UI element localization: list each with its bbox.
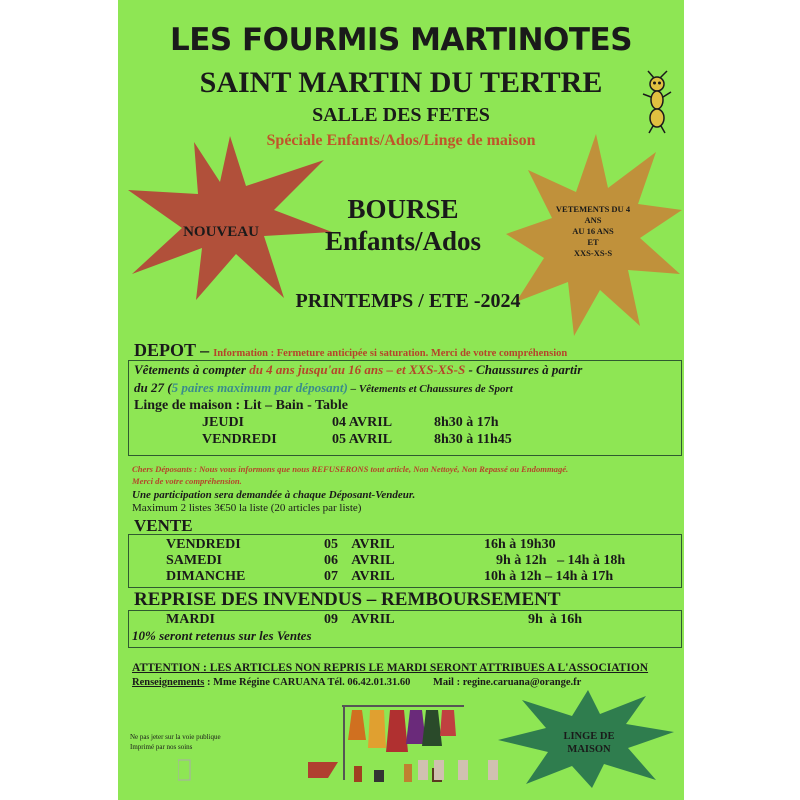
depot-line-1a: Vêtements à compter bbox=[134, 362, 246, 377]
depot-notice-thanks: Merci de votre compréhension. bbox=[132, 476, 242, 486]
depot-day: JEUDI bbox=[202, 415, 245, 430]
vente-day: DIMANCHE bbox=[166, 569, 246, 584]
depot-line-1c: - Chaussures à partir bbox=[465, 362, 583, 377]
depot-info: Information : Fermeture anticipée si saturation. Merci de votre compréhension bbox=[213, 348, 568, 359]
reprise-note: 10% seront retenus sur les Ventes bbox=[132, 628, 312, 643]
vetements-badge-line: AU 16 ANS bbox=[572, 226, 614, 236]
vente-day: SAMEDI bbox=[166, 553, 223, 568]
vetements-badge-line: ET bbox=[587, 237, 599, 247]
attention-label: ATTENTION bbox=[132, 662, 201, 674]
depot-date: 04 AVRIL bbox=[332, 415, 393, 430]
depot-notice: Chers Déposants : Nous vous informons que nous REFUSERONS tout article, Non Nettoyé, Non Repassé ou Endommagé. bbox=[132, 464, 569, 474]
attention-line bbox=[132, 662, 648, 674]
flyer-subtitle: SAINT MARTIN DU TERTRE bbox=[199, 66, 603, 99]
venue-label: SALLE DES FETES bbox=[312, 104, 490, 126]
vente-hours: 16h à 19h30 bbox=[484, 537, 556, 552]
reprise-hours: 9h à 16h bbox=[528, 612, 583, 627]
depot-line-2b: 5 paires maximum par déposant) bbox=[171, 380, 348, 395]
list-price-note: Maximum 2 listes 3€50 la liste (20 articles par liste) bbox=[132, 502, 362, 514]
vente-heading: VENTE bbox=[134, 516, 193, 535]
special-label: Spéciale Enfants/Ados/Linge de maison bbox=[266, 132, 536, 149]
depot-heading: DEPOT – bbox=[134, 340, 210, 360]
vetements-badge-line: ANS bbox=[584, 215, 602, 225]
vetements-badge-line: VETEMENTS DU 4 bbox=[555, 204, 631, 214]
vente-date: 06 AVRIL bbox=[324, 553, 395, 568]
attention-text: : LES ARTICLES NON REPRIS LE MARDI SERONT ATTRIBUES A L'ASSOCIATION bbox=[200, 662, 649, 674]
vente-day: VENDREDI bbox=[166, 537, 241, 552]
bourse-title: BOURSE bbox=[347, 194, 459, 224]
depot-hours: 8h30 à 17h bbox=[434, 415, 499, 430]
depot-heading-row bbox=[134, 340, 567, 361]
vetements-badge-line: XXS-XS-S bbox=[573, 248, 613, 258]
vetements-badge bbox=[540, 204, 646, 259]
depot-day: VENDREDI bbox=[202, 432, 277, 447]
linge-badge-line: MAISON bbox=[567, 744, 611, 755]
reprise-date: 09 AVRIL bbox=[324, 612, 395, 627]
depot-line-2a: du 27 ( bbox=[134, 380, 172, 395]
vente-date: 05 AVRIL bbox=[324, 537, 395, 552]
vente-hours: 10h à 12h – 14h à 17h bbox=[484, 569, 614, 584]
vente-date: 07 AVRIL bbox=[324, 569, 395, 584]
nouveau-badge: NOUVEAU bbox=[183, 224, 259, 240]
depot-line-1b: du 4 ans jusqu'au 16 ans – et XXS-XS-S bbox=[245, 362, 466, 377]
renseignements-text: : Mme Régine CARUANA Tél. 06.42.01.31.60 bbox=[204, 677, 411, 688]
flyer-title: LES FOURMIS MARTINOTES bbox=[169, 22, 633, 58]
season-label: PRINTEMPS / ETE -2024 bbox=[295, 290, 521, 312]
reprise-day: MARDI bbox=[166, 612, 215, 627]
shoe-boxes-decoration bbox=[178, 758, 508, 782]
reprise-heading: REPRISE DES INVENDUS – REMBOURSEMENT bbox=[134, 589, 561, 610]
linge-badge-line: LINGE DE bbox=[563, 731, 615, 742]
depot-date: 05 AVRIL bbox=[332, 432, 393, 447]
print-note bbox=[130, 732, 221, 752]
renseignements-label: Renseignements bbox=[132, 677, 205, 688]
depot-linge: Linge de maison : Lit – Bain - Table bbox=[134, 398, 348, 413]
flyer-sheet bbox=[118, 0, 684, 800]
contact-mail: Mail : regine.caruana@orange.fr bbox=[432, 677, 582, 688]
ant-mascot-icon bbox=[640, 70, 674, 134]
depot-line-1 bbox=[134, 362, 582, 378]
depot-line-2c: – Vêtements et Chaussures de Sport bbox=[347, 383, 513, 395]
vente-hours: 9h à 12h – 14h à 18h bbox=[496, 553, 626, 568]
bourse-audience: Enfants/Ados bbox=[324, 226, 482, 256]
participation-note: Une participation sera demandée à chaque Déposant-Vendeur. bbox=[132, 489, 416, 501]
print-note-line: Imprimé par nos soins bbox=[130, 743, 193, 751]
depot-line-2 bbox=[134, 380, 513, 396]
print-note-line: Ne pas jeter sur la voie publique bbox=[130, 733, 221, 741]
bourse-block bbox=[278, 193, 528, 257]
depot-hours: 8h30 à 11h45 bbox=[434, 432, 512, 447]
linge-badge bbox=[544, 730, 634, 756]
